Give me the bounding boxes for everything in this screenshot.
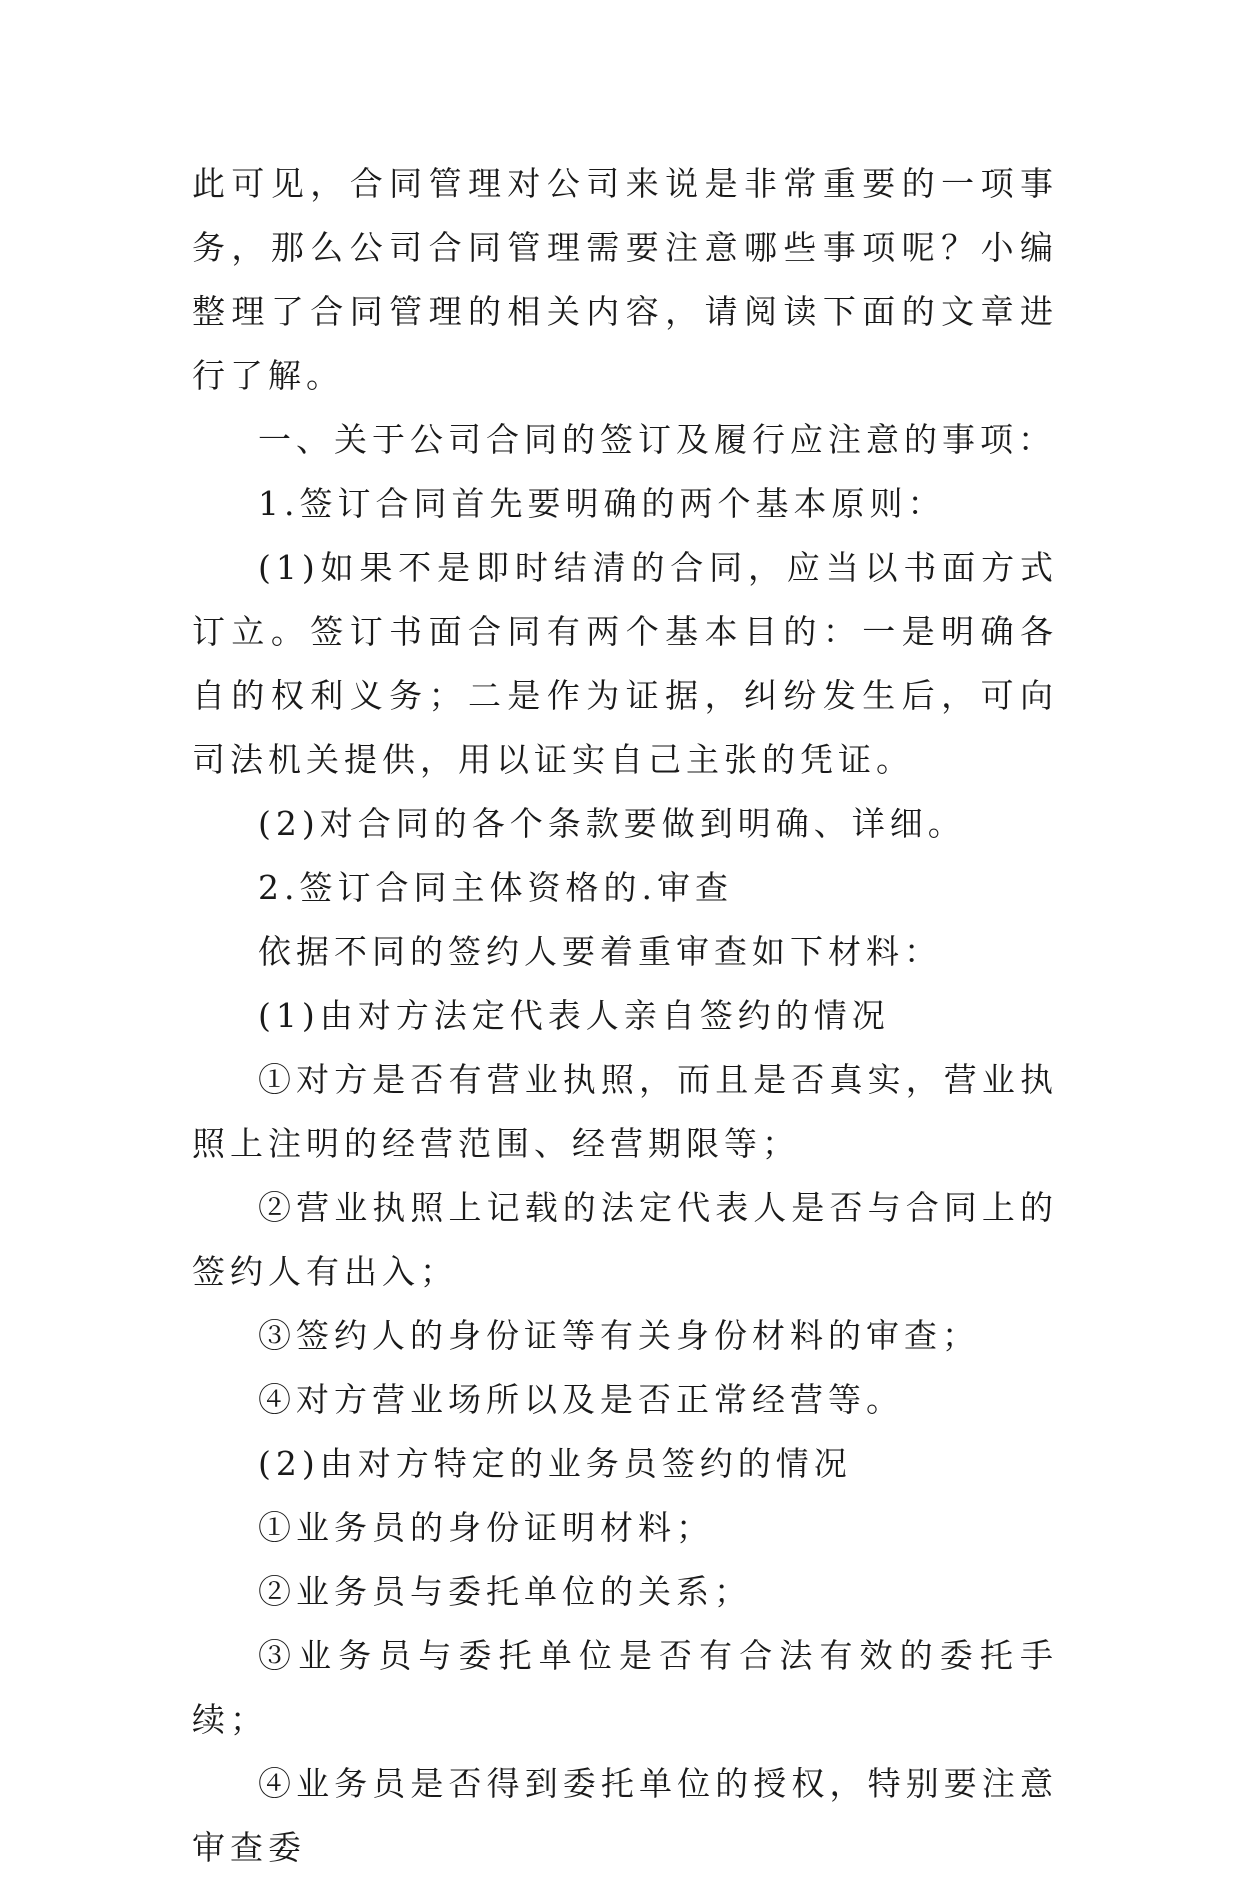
paragraph: 依据不同的签约人要着重审查如下材料： bbox=[258, 932, 942, 971]
list-item: ③签约人的身份证等有关身份材料的审查； bbox=[258, 1316, 980, 1355]
list-item: ②营业执照上记载的法定代表人是否与合同上的签约人有出入； bbox=[192, 1188, 1058, 1291]
paragraph: (1)如果不是即时结清的合同，应当以书面方式订立。签订书面合同有两个基本目的：一是明确各自的权利义务；二是作为证据，纠纷发生后，可向司法机关提供，用以证实自己主张的凭证。 bbox=[192, 548, 1058, 779]
list-heading: (1)由对方法定代表人亲自签约的情况 bbox=[258, 996, 890, 1035]
subsection-heading: 2.签订合同主体资格的.审查 bbox=[258, 868, 733, 907]
list-item: ①业务员的身份证明材料； bbox=[258, 1508, 714, 1547]
document-body bbox=[192, 152, 1058, 1880]
paragraph-intro: 此可见，合同管理对公司来说是非常重要的一项事务，那么公司合同管理需要注意哪些事项呢？小编整理了合同管理的相关内容，请阅读下面的文章进行了解。 bbox=[192, 164, 1058, 395]
list-item: ④业务员是否得到委托单位的授权，特别要注意审查委 bbox=[192, 1764, 1058, 1867]
section-heading: 一、关于公司合同的签订及履行应注意的事项： bbox=[258, 420, 1056, 459]
list-item: ①对方是否有营业执照，而且是否真实，营业执照上注明的经营范围、经营期限等； bbox=[192, 1060, 1058, 1163]
list-item: ③业务员与委托单位是否有合法有效的委托手续； bbox=[192, 1636, 1058, 1739]
list-item: ④对方营业场所以及是否正常经营等。 bbox=[258, 1380, 904, 1419]
list-item: ②业务员与委托单位的关系； bbox=[258, 1572, 752, 1611]
list-heading: (2)由对方特定的业务员签约的情况 bbox=[258, 1444, 852, 1483]
subsection-heading: 1.签订合同首先要明确的两个基本原则： bbox=[258, 484, 946, 523]
paragraph: (2)对合同的各个条款要做到明确、详细。 bbox=[258, 804, 966, 843]
